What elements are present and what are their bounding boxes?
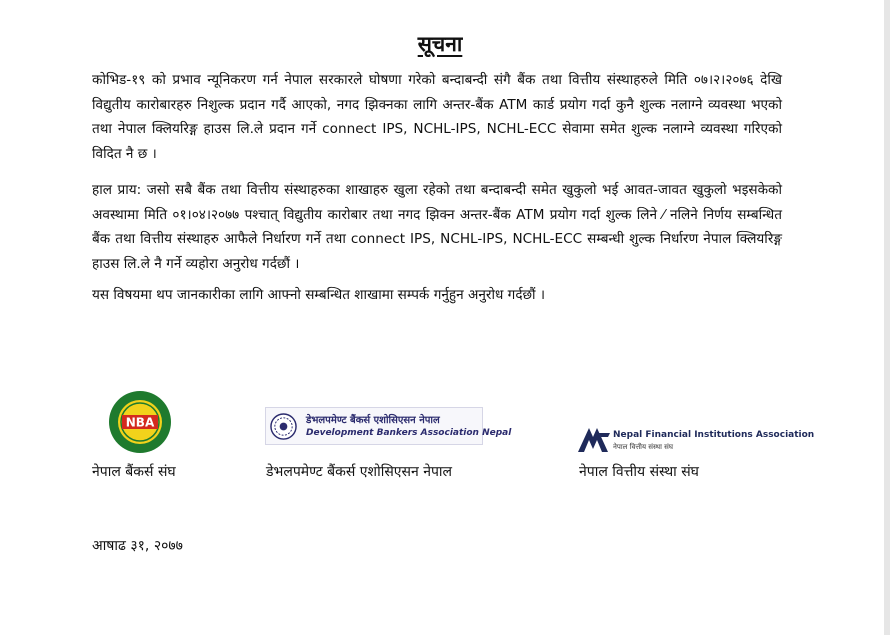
page-edge <box>884 0 890 635</box>
dba-logo-nepali: डेभलपमेण्ट बैंकर्स एशोसिएसन नेपाल <box>306 415 440 426</box>
dba-seal-icon <box>270 413 297 440</box>
notice-paragraph-3: यस विषयमा थप जानकारीका लागि आफ्नो सम्बन्धित शाखामा सम्पर्क गर्नुहुन अनुरोध गर्दछौं । <box>92 287 546 303</box>
nfia-logo-nepali: नेपाल वित्तीय संस्था संघ <box>613 443 673 451</box>
dba-logo <box>265 407 512 445</box>
org-name-nfia: नेपाल वित्तीय संस्था संघ <box>579 464 699 480</box>
nfia-logo-english: Nepal Financial Institutions Association <box>613 430 815 440</box>
notice-title: सूचना <box>417 32 463 56</box>
notice-paragraph-2: हाल प्राय: जसो सबै बैंक तथा वित्तीय संस्थाहरुका शाखाहरु खुला रहेको तथा बन्दाबन्दी समेत खुकुलो भई आवत-जावत खुकुलो भइसकेको अवस्थामा मिति ०१।०४।२०७७ पश्चात् विद्युतीय कारोबार तथा नगद झिक्न अन्तर-बैंक ATM प्रयोग गर्दा शुल्क लिने ⁄ नलिने निर्णय सम्बन्धित बैंक तथा वित्तीय संस्थाहरु आफैले निर्धारण गर्ने तथा connect IPS, NCHL-IPS, NCHL-ECC सम्बन्धी शुल्क निर्धारण नेपाल क्लियरिङ्ग हाउस लि.ले नै गर्ने व्यहोरा अनुरोध गर्दछौं । <box>92 182 782 272</box>
nfia-mark-icon <box>577 425 611 453</box>
nfia-logo <box>577 425 817 455</box>
nba-logo-text: NBA <box>125 415 155 430</box>
notice-paragraph-1: कोभिड-१९ को प्रभाव न्यूनिकरण गर्न नेपाल सरकारले घोषणा गरेको बन्दाबन्दी संगै बैंक तथा वित्तीय संस्थाहरुले मिति ०७।२।२०७६ देखि विद्युतीय कारोबारहरु निशुल्क प्रदान गर्दै आएको, नगद झिक्नका लागि अन्तर-बैंक ATM कार्ड प्रयोग गर्दा कुनै शुल्क नलाग्ने व्यवस्था भएको तथा नेपाल क्लियरिङ्ग हाउस लि.ले प्रदान गर्ने connect IPS, NCHL-IPS, NCHL-ECC सेवामा समेत शुल्क नलाग्ने व्यवस्था गरिएको विदित नै छ । <box>92 72 782 162</box>
dba-logo-english: Development Bankers Association Nepal <box>306 428 512 438</box>
org-name-dba: डेभलपमेण्ट बैंकर्स एशोसिएसन नेपाल <box>266 464 453 480</box>
notice-date: आषाढ ३१, २०७७ <box>92 538 183 554</box>
nba-logo <box>108 390 172 454</box>
org-name-nba: नेपाल बैंकर्स संघ <box>92 464 176 480</box>
